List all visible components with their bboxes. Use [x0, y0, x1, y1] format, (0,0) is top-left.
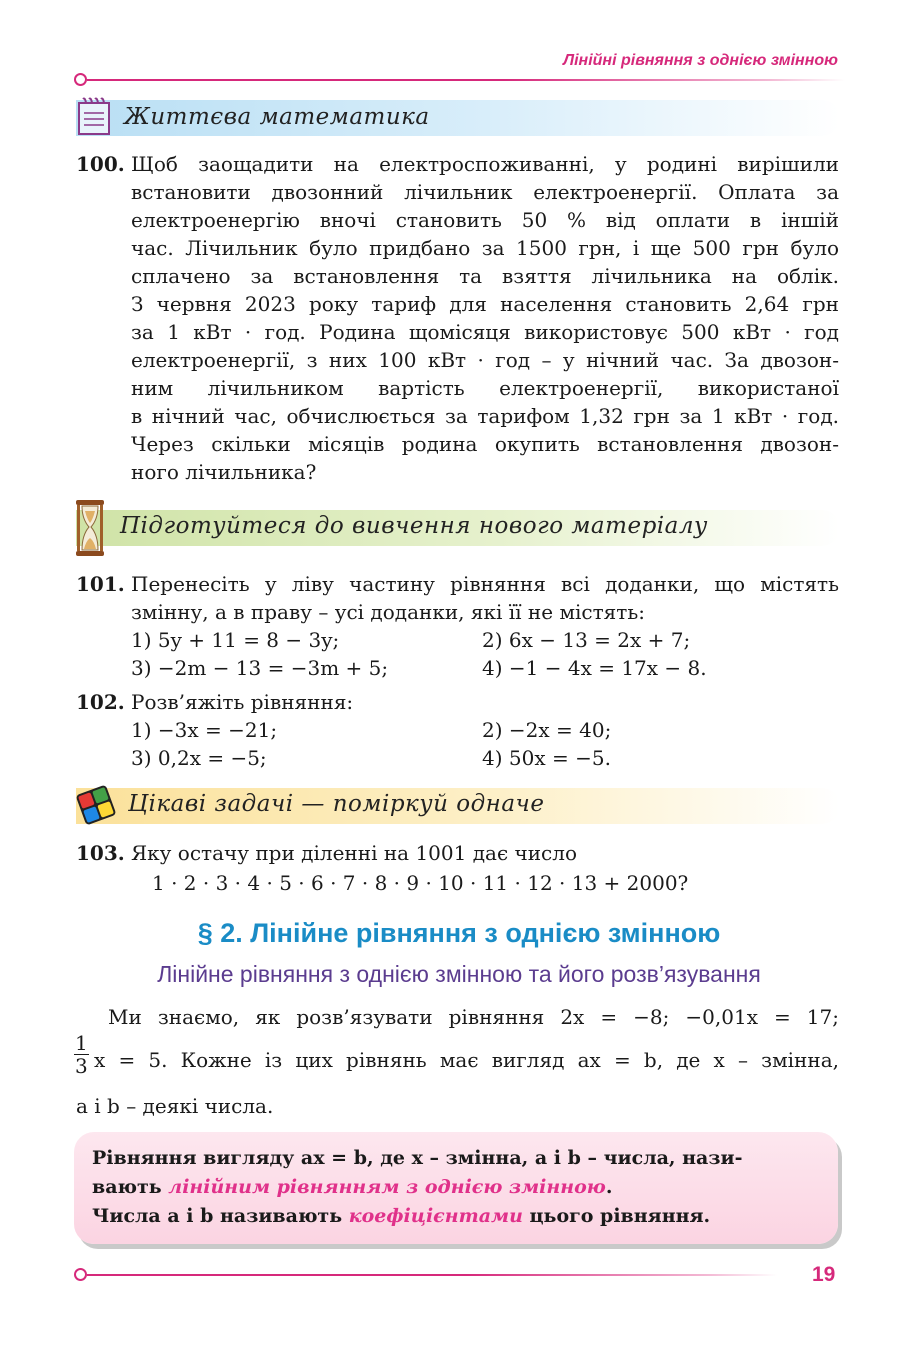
problem-100-line: Щоб заощадити на електроспоживанні, у родині вирішили [131, 152, 839, 176]
problem-101-line: Перенесіть у ліву частину рівняння всі доданки, що містять [131, 572, 839, 596]
footer-rule [87, 1274, 777, 1276]
hourglass-icon [74, 499, 106, 557]
problem-101-text [131, 570, 839, 626]
definition-line-3 [92, 1202, 820, 1231]
problem-100-line: за 1 кВт · год. Родина щомісяця використовує 500 кВт · год [131, 320, 839, 344]
section-2-subtitle: Лінійне рівняння з однією змінною та його розв’язування [157, 961, 761, 987]
fraction-denominator: 3 [75, 1054, 88, 1078]
section-2-title: § 2. Лінійне рівняння з однією змінною [197, 918, 721, 948]
fraction-one-third [74, 1032, 89, 1077]
problem-number-101: 101. [76, 572, 125, 596]
problem-100-line: З червня 2023 року тариф для населення становить 2,64 грн [131, 292, 839, 316]
problem-100-line: в нічний час, обчислюється за тарифом 1,32 грн за 1 кВт · год. [131, 404, 839, 428]
problem-100-text [131, 150, 839, 486]
definition-text-span: . [605, 1176, 613, 1198]
equation-item: 2) 6x − 13 = 2x + 7; [482, 628, 691, 652]
definition-line-2 [92, 1173, 820, 1202]
page-number: 19 [812, 1263, 836, 1286]
section-title-interesting: Цікаві задачі — поміркуй одначе [128, 791, 545, 817]
footer-line-circle [74, 1268, 87, 1281]
section-title-prepare: Підготуйтеся до вивчення нового матеріалу [120, 513, 708, 539]
problem-100-line: час. Лічильник було придбано за 1500 грн, і ще 500 грн було [131, 236, 839, 260]
running-header: Лінійні рівняння з однією змінною [563, 52, 838, 69]
problem-100-line: електроенергії, з них 100 кВт · год – у нічний час. За двозон- [131, 348, 839, 372]
equation-item: 3) −2m − 13 = −3m + 5; [131, 656, 389, 680]
definition-text-span: цього рівняння. [522, 1205, 711, 1227]
equation-item: 4) −1 − 4x = 17x − 8. [482, 656, 707, 680]
header-line-circle [74, 73, 87, 86]
fraction-numerator: 1 [75, 1031, 88, 1055]
problem-100-line: Через скільки місяців родина окупить встановлення двозон- [131, 432, 839, 456]
equation-item: 4) 50x = −5. [482, 746, 611, 770]
notebook-icon [76, 97, 112, 137]
term-coefficients: коефіцієнтами [348, 1205, 523, 1227]
problem-100-line: ного лічильника? [131, 460, 317, 484]
problem-number-100: 100. [76, 152, 125, 176]
problem-103-expression: 1 · 2 · 3 · 4 · 5 · 6 · 7 · 8 · 9 · 10 · 11 · 12 · 13 + 2000? [152, 871, 689, 895]
equation-item: 3) 0,2x = −5; [131, 746, 267, 770]
problem-102-text: Розв’яжіть рівняння: [131, 690, 354, 714]
definition-text-span: вають [92, 1176, 169, 1198]
problem-number-103: 103. [76, 841, 125, 865]
term-linear-equation: лінійним рівнянням з однією змінною [168, 1176, 606, 1198]
definition-text [92, 1144, 820, 1231]
equation-item: 1) 5y + 11 = 8 − 3y; [131, 628, 340, 652]
definition-text-span: Числа a і b називають [92, 1205, 349, 1227]
problem-101-line: змінну, а в праву – усі доданки, які її не містять: [131, 600, 645, 624]
problem-100-line: електроенергію вночі становить 50 % від оплати в іншій [131, 208, 839, 232]
problem-100-line: встановити двозонний лічильник електроенергії. Оплата за [131, 180, 839, 204]
problem-number-102: 102. [76, 690, 125, 714]
definition-line-1: Рівняння вигляду ax = b, де x – змінна, a і b – числа, нази- [92, 1147, 743, 1169]
problem-100-line: ним лічильником вартість електроенергії, використаної [131, 376, 839, 400]
equation-item: 1) −3x = −21; [131, 718, 278, 742]
intro-line-1: Ми знаємо, як розв’язувати рівняння 2x = −8; −0,01x = 17; [108, 1005, 839, 1029]
rubiks-cube-icon [74, 783, 118, 827]
problem-100-line: сплачено за встановлення та взяття лічильника на облік. [131, 264, 839, 288]
equation-item: 2) −2x = 40; [482, 718, 612, 742]
intro-line-3: a і b – деякі числа. [76, 1094, 274, 1118]
problem-103-text: Яку остачу при діленні на 1001 дає число [131, 841, 578, 865]
intro-line-2: x = 5. Кожне із цих рівнянь має вигляд ax = b, де x – змінна, [94, 1048, 839, 1072]
section-title-life-math: Життєва математика [124, 104, 430, 130]
header-rule [87, 79, 845, 81]
